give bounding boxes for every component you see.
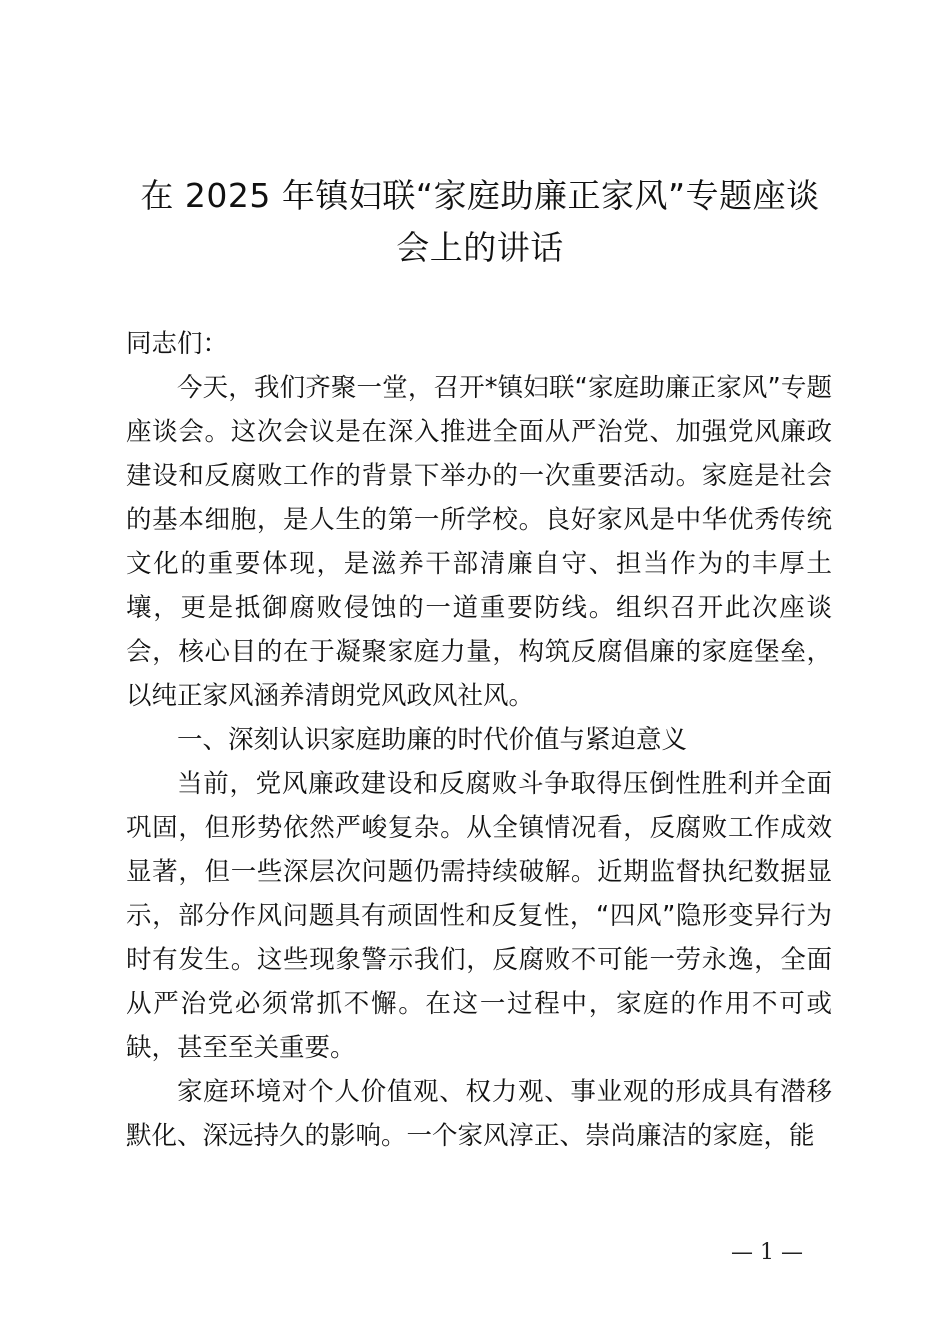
page-number: — 1 — (731, 1240, 803, 1265)
paragraph-family-influence: 家庭环境对个人价值观、权力观、事业观的形成具有潜移默化、深远持久的影响。一个家风淳正、崇尚廉洁的家庭，能 (126, 1077, 832, 1151)
section-heading-1: 一、深刻认识家庭助廉的时代价值与紧迫意义 (177, 725, 688, 755)
paragraph-current-situation: 当前，党风廉政建设和反腐败斗争取得压倒性胜利并全面巩固，但形势依然严峻复杂。从全镇情况看，反腐败工作成效显著，但一些深层次问题仍需持续破解。近期监督执纪数据显示，部分作风问题具有顽固性和反复性，“四风”隐形变异行为时有发生。这些现象警示我们，反腐败不可能一劳永逸，全面从严治党必须常抓不懈。在这一过程中，家庭的作用不可或缺，甚至至关重要。 (126, 769, 832, 1063)
paragraph-intro: 今天，我们齐聚一堂，召开*镇妇联“家庭助廉正家风”专题座谈会。这次会议是在深入推进全面从严治党、加强党风廉政建设和反腐败工作的背景下举办的一次重要活动。家庭是社会的基本细胞，是人生的第一所学校。良好家风是中华优秀传统文化的重要体现，是滋养干部清廉自守、担当作为的丰厚土壤，更是抵御腐败侵蚀的一道重要防线。组织召开此次座谈会，核心目的在于凝聚家庭力量，构筑反腐倡廉的家庭堡垒，以纯正家风涵养清朗党风政风社风。 (126, 373, 832, 711)
document-body (126, 322, 832, 1158)
salutation: 同志们： (126, 329, 229, 359)
document-title: 在 2025 年镇妇联“家庭助廉正家风”专题座谈会上的讲话 (140, 176, 820, 267)
